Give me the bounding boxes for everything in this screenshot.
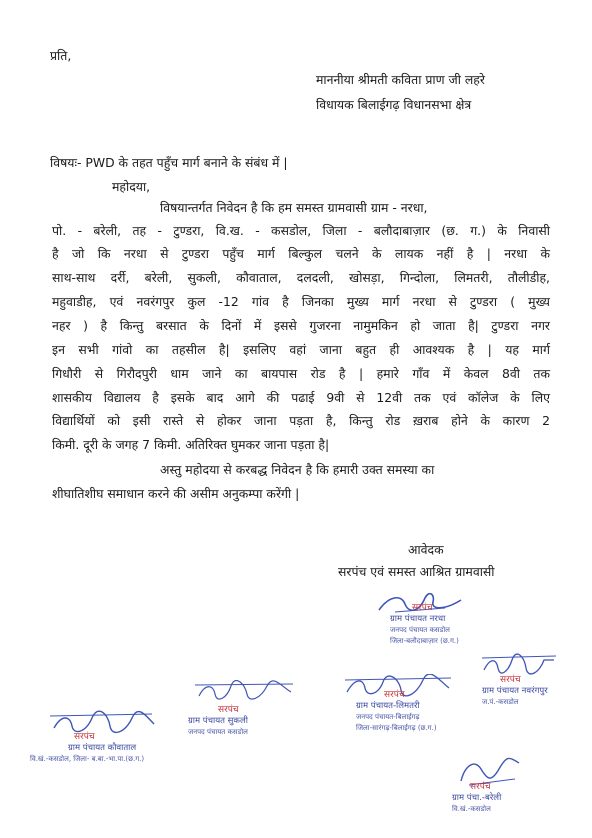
stamp-title: सरपंच — [384, 690, 405, 700]
body-line: महुवाडीह, एवं नवरंगपुर कुल -12 गांव है जिनका मुख्य मार्ग नरधा से टुण्डरा ( मुख्य — [52, 294, 550, 309]
stamp-title: सरपंच — [500, 675, 521, 685]
stamp-line: ग्राम पंचायत-लिमतरी — [356, 701, 420, 711]
body-line: किमी. दूरी के जगह 7 किमी. अतिरिक्त घुमकर जाना पड़ता है| — [52, 437, 330, 452]
stamp-title: सरपंच — [218, 705, 239, 715]
body-line: साथ-साथ दर्री, बरेली, सुकली, कौवाताल, दलदली, खोसड़ा, गिन्दोला, लिमतरी, तौलीडीह, — [52, 270, 550, 285]
stamp-title: सरपंच — [412, 603, 433, 613]
body-line: विद्यार्थियों को इसी रास्ते से होकर जाना पड़ता है, किन्तु रोड ख़राब होने के कारण 2 — [52, 413, 550, 428]
subject-line: विषयः- PWD के तहत पहुँच मार्ग बनाने के संबंध में | — [50, 155, 288, 170]
closing-line: शीघातिशीघ समाधान करने की असीम अनुकम्पा करेंगी | — [52, 486, 300, 501]
stamp-line: जनपद पंचायत कसडोल — [188, 728, 248, 736]
sarpanch-bareli-stamp — [452, 782, 501, 815]
sarpanch-nawrangpur-stamp — [482, 675, 548, 708]
stamp-line: वि.खं.-कसडोल, जिला- ब.बा.-भा.पा.(छ.ग.) — [30, 755, 145, 763]
body-line: पो. - बरेली, तह - टुण्डरा, वि.ख. - कसडोल, जिला - बलौदाबाज़ार (छ. ग.) के निवासी — [52, 223, 550, 238]
body-line: गिधौरी से गिरौदपुरी धाम जाने का बायपास रोड है | हमारे गाँव में केवल 8वी तक — [52, 366, 550, 381]
sarpanch-narda-stamp — [390, 603, 459, 647]
body-line: है जो कि नरधा से टुण्डरा पहुँच मार्ग बिल्कुल चलने के लायक नहीं है | नरधा के — [52, 246, 550, 261]
stamp-line: ग्राम पंचा.-बरेली — [452, 793, 502, 803]
stamp-line: ग्राम पंचायत सुकली — [188, 716, 248, 726]
recipient-designation: विधायक बिलाईगढ़ विधानसभा क्षेत्र — [316, 97, 472, 112]
body-line: शासकीय विद्यालय है इसके बाद आगे की पढाई 9वी से 12वी तक एवं कॉलेज के लिए — [52, 390, 550, 405]
stamp-line: जनपद पंचायत कसडोल — [390, 626, 450, 634]
stamp-line: जिला-बलौदाबाज़ार (छ.ग.) — [390, 637, 459, 645]
body-line: विषयान्तर्गत निवेदन है कि हम समस्त ग्रामवासी ग्राम - नरधा, — [160, 200, 428, 215]
salutation-to: प्रति, — [50, 48, 72, 63]
sarpanch-sukli-signature — [195, 680, 295, 704]
stamp-title: सरपंच — [74, 732, 95, 742]
stamp-line: ग्राम पंचायत नवरंगपुर — [482, 686, 548, 696]
sarpanch-kauwatal-stamp — [30, 732, 144, 765]
applicant-label: आवेदक — [408, 542, 444, 557]
stamp-line: जनपद पंचायत-बिलाईगढ़ — [356, 713, 420, 721]
stamp-title: सरपंच — [470, 782, 491, 792]
recipient-name: माननीया श्रीमती कविता प्राण जी लहरे — [316, 72, 485, 87]
body-line: नहर ) है किन्तु बरसात के दिनों में इससे गुजरना नामुमकिन हो जाता है| टुण्डरा नगर — [52, 318, 550, 333]
greeting: महोदया, — [112, 179, 151, 194]
stamp-line: जिला-सारंगढ़-बिलाईगढ़ (छ.ग.) — [356, 724, 437, 732]
closing-line: अस्तु महोदया से करबद्ध निवेदन है कि हमारी उक्त समस्या का — [160, 462, 435, 477]
sarpanch-limtari-stamp — [356, 690, 437, 734]
stamp-line: ज.पं.-कसडोल — [482, 698, 519, 706]
body-line: इन सभी गांवो का तहसील है| इसलिए वहां जाना बहुत ही आवश्यक है | यह मार्ग — [52, 342, 550, 357]
stamp-line: वि.खं.-कसडोल — [452, 805, 491, 813]
applicant-name: सरपंच एवं समस्त आश्रित ग्रामवासी — [338, 564, 495, 579]
stamp-line: ग्राम पंचायत नरधा — [390, 614, 446, 624]
sarpanch-sukli-stamp — [188, 705, 248, 738]
stamp-line: ग्राम पंचायत कौवाताल — [68, 743, 137, 753]
